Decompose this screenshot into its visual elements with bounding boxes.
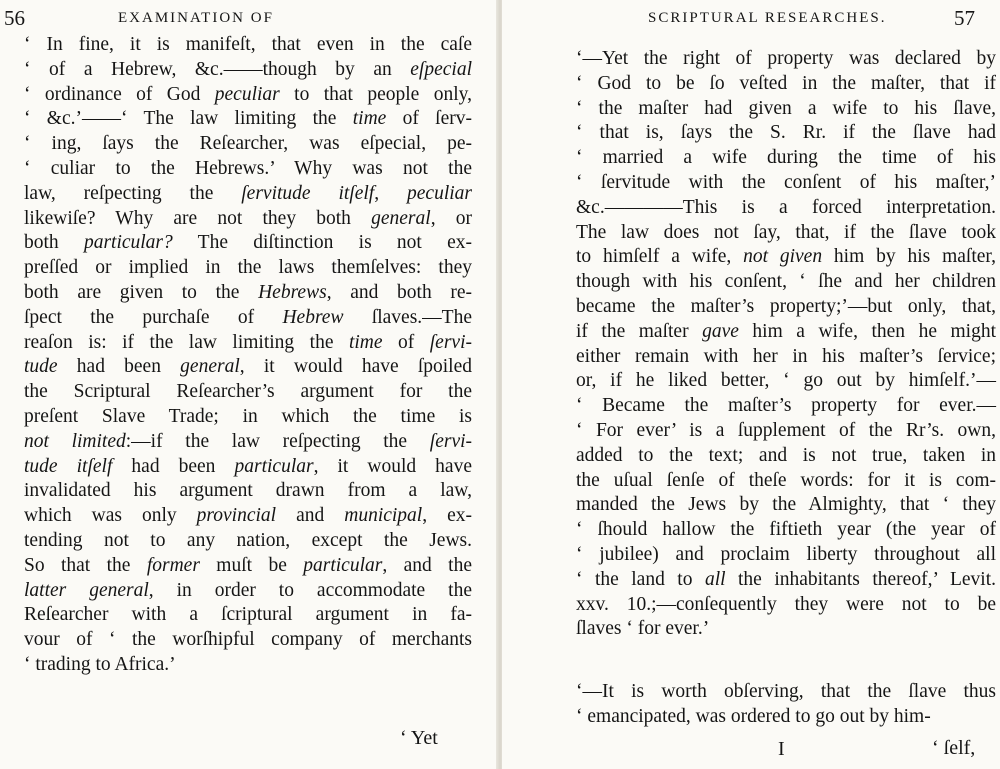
right-text-line: ‘ Became the maſter’s property for ever.— xyxy=(576,395,996,417)
left-text-line: tude had been general, it would have ſpoiled xyxy=(24,356,473,378)
left-text-line: tending not to any nation, except the Jews. xyxy=(24,529,472,551)
right-text-line: if the maſter gave him a wife, then he might xyxy=(576,320,996,342)
right-running-title: SCRIPTURAL RESEARCHES. xyxy=(648,10,887,26)
right-text-line: the uſual ſenſe of theſe words: for it is com- xyxy=(576,469,996,491)
left-text-line: Reſearcher with a ſcriptural argument in fa- xyxy=(24,604,472,626)
left-text-line: which was only provincial and municipal, ex- xyxy=(24,505,473,527)
left-catchword: ‘ Yet xyxy=(400,727,438,749)
right-text-line: ‘ For ever’ is a ſupplement of the Rr’s. own, xyxy=(576,419,996,441)
left-text-line: the Scriptural Reſearcher’s argument for the xyxy=(24,381,472,403)
right-text-line: or, if he liked better, ‘ go out by himſelf.’— xyxy=(576,370,996,392)
right-text-line: ‘ emancipated, was ordered to go out by him- xyxy=(576,705,931,727)
left-text-line: not limited:—if the law reſpecting the ſervi- xyxy=(24,430,473,452)
right-text-line: ‘—It is worth obſerving, that the ſlave thus xyxy=(576,681,996,703)
right-text-line: &c.————This is a forced interpretation. xyxy=(576,196,996,218)
right-text-line: though with his conſent, ‘ ſhe and her children xyxy=(576,271,996,293)
left-text-line: ‘ ing, ſays the Reſearcher, was eſpecial, pe- xyxy=(24,133,472,155)
left-page xyxy=(0,0,498,769)
left-text-line: vour of ‘ the worſhipful company of merchants xyxy=(24,629,472,651)
left-text-line: preſent Slave Trade; in which the time is xyxy=(24,405,472,427)
left-page-text xyxy=(24,33,472,678)
left-text-line: reaſon is: if the law limiting the time of ſervi- xyxy=(24,331,472,353)
left-text-line: ſpect the purchaſe of Hebrew ſlaves.—The xyxy=(24,306,472,328)
right-text-line: to himſelf a wife, not given him by his maſter, xyxy=(576,246,996,268)
left-running-title: EXAMINATION OF xyxy=(118,10,274,26)
right-page-number: 57 xyxy=(954,6,975,30)
left-text-line: ‘ ordinance of God peculiar to that people only, xyxy=(24,83,472,105)
left-text-line: latter general, in order to accommodate the xyxy=(24,579,472,601)
left-text-line: law, reſpecting the ſervitude itſelf, peculiar xyxy=(24,182,472,204)
right-text-line: became the maſter’s property;’—but only, that, xyxy=(576,295,996,317)
right-text-line: xxv. 10.;—conſequently they were not to be xyxy=(576,593,996,615)
left-text-line: ‘ trading to Africa.’ xyxy=(24,653,176,675)
left-text-line: preſſed or implied in the laws themſelves: they xyxy=(24,257,472,279)
right-text-line: ‘ ſhould hallow the fiftieth year (the year of xyxy=(576,519,996,541)
right-text-line: The law does not ſay, that, if the ſlave took xyxy=(576,221,996,243)
right-text-line: manded the Jews by the Almighty, that ‘ they xyxy=(576,494,996,516)
right-text-line: ‘ married a wife during the time of his xyxy=(576,147,996,169)
right-text-line: added to the text; and is not true, taken in xyxy=(576,444,996,466)
left-text-line: ‘ of a Hebrew, &c.——though by an eſpecial xyxy=(24,58,472,80)
right-text-line: either remain with her in his maſter’s ſervice; xyxy=(576,345,996,367)
right-text-line: ‘ the maſter had given a wife to his ſlave, xyxy=(576,97,996,119)
left-text-line: invalidated his argument drawn from a law, xyxy=(24,480,472,502)
left-text-line: ‘ &c.’——‘ The law limiting the time of ſerv- xyxy=(24,108,472,130)
right-catchword: ‘ ſelf, xyxy=(932,737,976,759)
signature-mark: I xyxy=(778,738,785,760)
right-text-line: ‘ that is, ſays the S. Rr. if the ſlave had xyxy=(576,122,996,144)
left-page-number: 56 xyxy=(4,6,25,30)
right-page xyxy=(502,0,1000,769)
left-text-line: So that the former muſt be particular, and the xyxy=(24,554,472,576)
left-text-line: ‘ In fine, it is manifeſt, that even in the caſe xyxy=(24,34,472,55)
left-text-line: both are given to the Hebrews, and both re- xyxy=(24,281,472,303)
right-text-line: ‘ jubilee) and proclaim liberty throughout all xyxy=(576,543,996,565)
right-page-header xyxy=(502,8,1000,34)
left-text-line: likewiſe? Why are not they both general, or xyxy=(24,207,472,229)
right-text-line: ‘ God to be ſo veſted in the maſter, that if xyxy=(576,72,996,94)
right-text-line: ‘—Yet the right of property was declared by xyxy=(576,48,996,69)
left-text-line: tude itſelf had been particular, it would have xyxy=(24,455,472,477)
right-text-line xyxy=(576,642,996,680)
left-page-header xyxy=(0,8,498,34)
left-text-line: ‘ culiar to the Hebrews.’ Why was not the xyxy=(24,157,472,179)
right-text-line: ſlaves ‘ for ever.’ xyxy=(576,618,710,640)
right-text-line: ‘ ſervitude with the conſent of his maſter,’ xyxy=(576,171,996,193)
right-page-text xyxy=(576,47,996,730)
left-text-line: both particular? The diſtinction is not ex- xyxy=(24,232,473,254)
right-text-line: ‘ the land to all the inhabitants thereof,’ Levit. xyxy=(576,568,996,590)
